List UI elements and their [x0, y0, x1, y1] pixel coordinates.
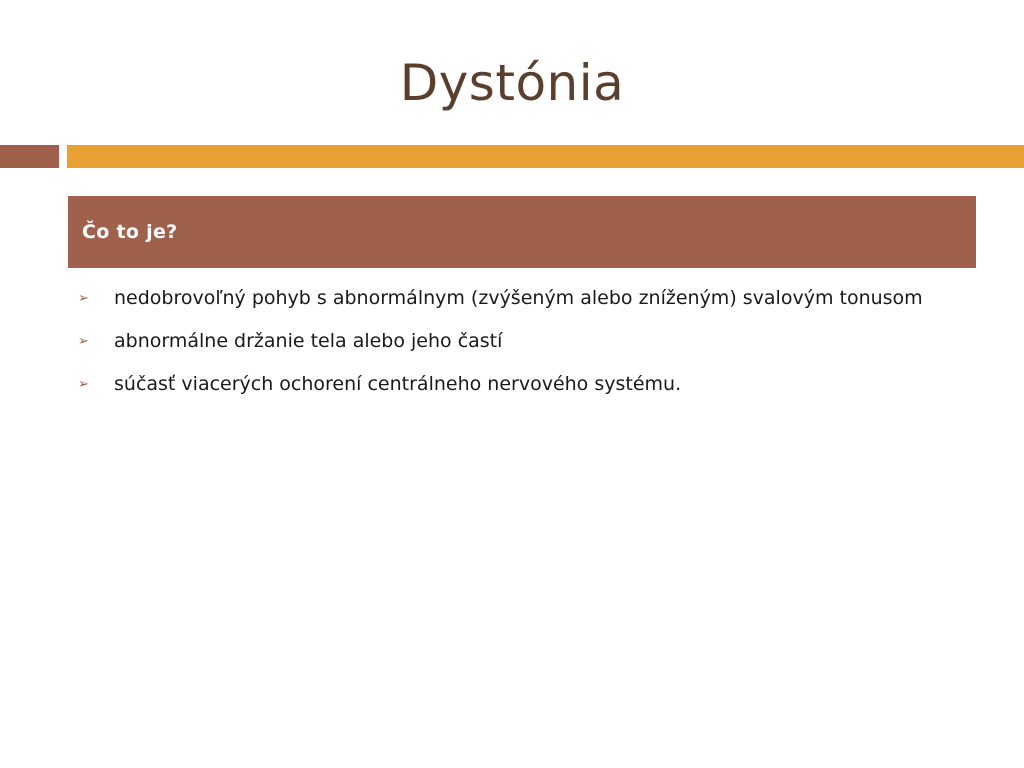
list-item: [76, 282, 976, 315]
bullet-text: abnormálne držanie tela alebo jeho častí: [114, 330, 503, 352]
list-item: [76, 368, 976, 401]
list-item: [76, 325, 976, 358]
bullet-list: [76, 282, 976, 411]
section-header: [68, 196, 976, 268]
slide-title: Dystónia: [399, 54, 625, 112]
arrow-bullet-icon: ➢: [78, 334, 89, 349]
arrow-bullet-icon: ➢: [78, 291, 89, 306]
bullet-text: nedobrovoľný pohyb s abnormálnym (zvýšeným alebo zníženým) svalovým tonusom: [114, 287, 923, 309]
arrow-bullet-icon: ➢: [78, 377, 89, 392]
decorative-bar-left: [0, 145, 59, 168]
decorative-bar-right: [67, 145, 1024, 168]
bullet-text: súčasť viacerých ochorení centrálneho nervového systému.: [114, 373, 682, 395]
section-header-label: Čo to je?: [82, 221, 178, 243]
